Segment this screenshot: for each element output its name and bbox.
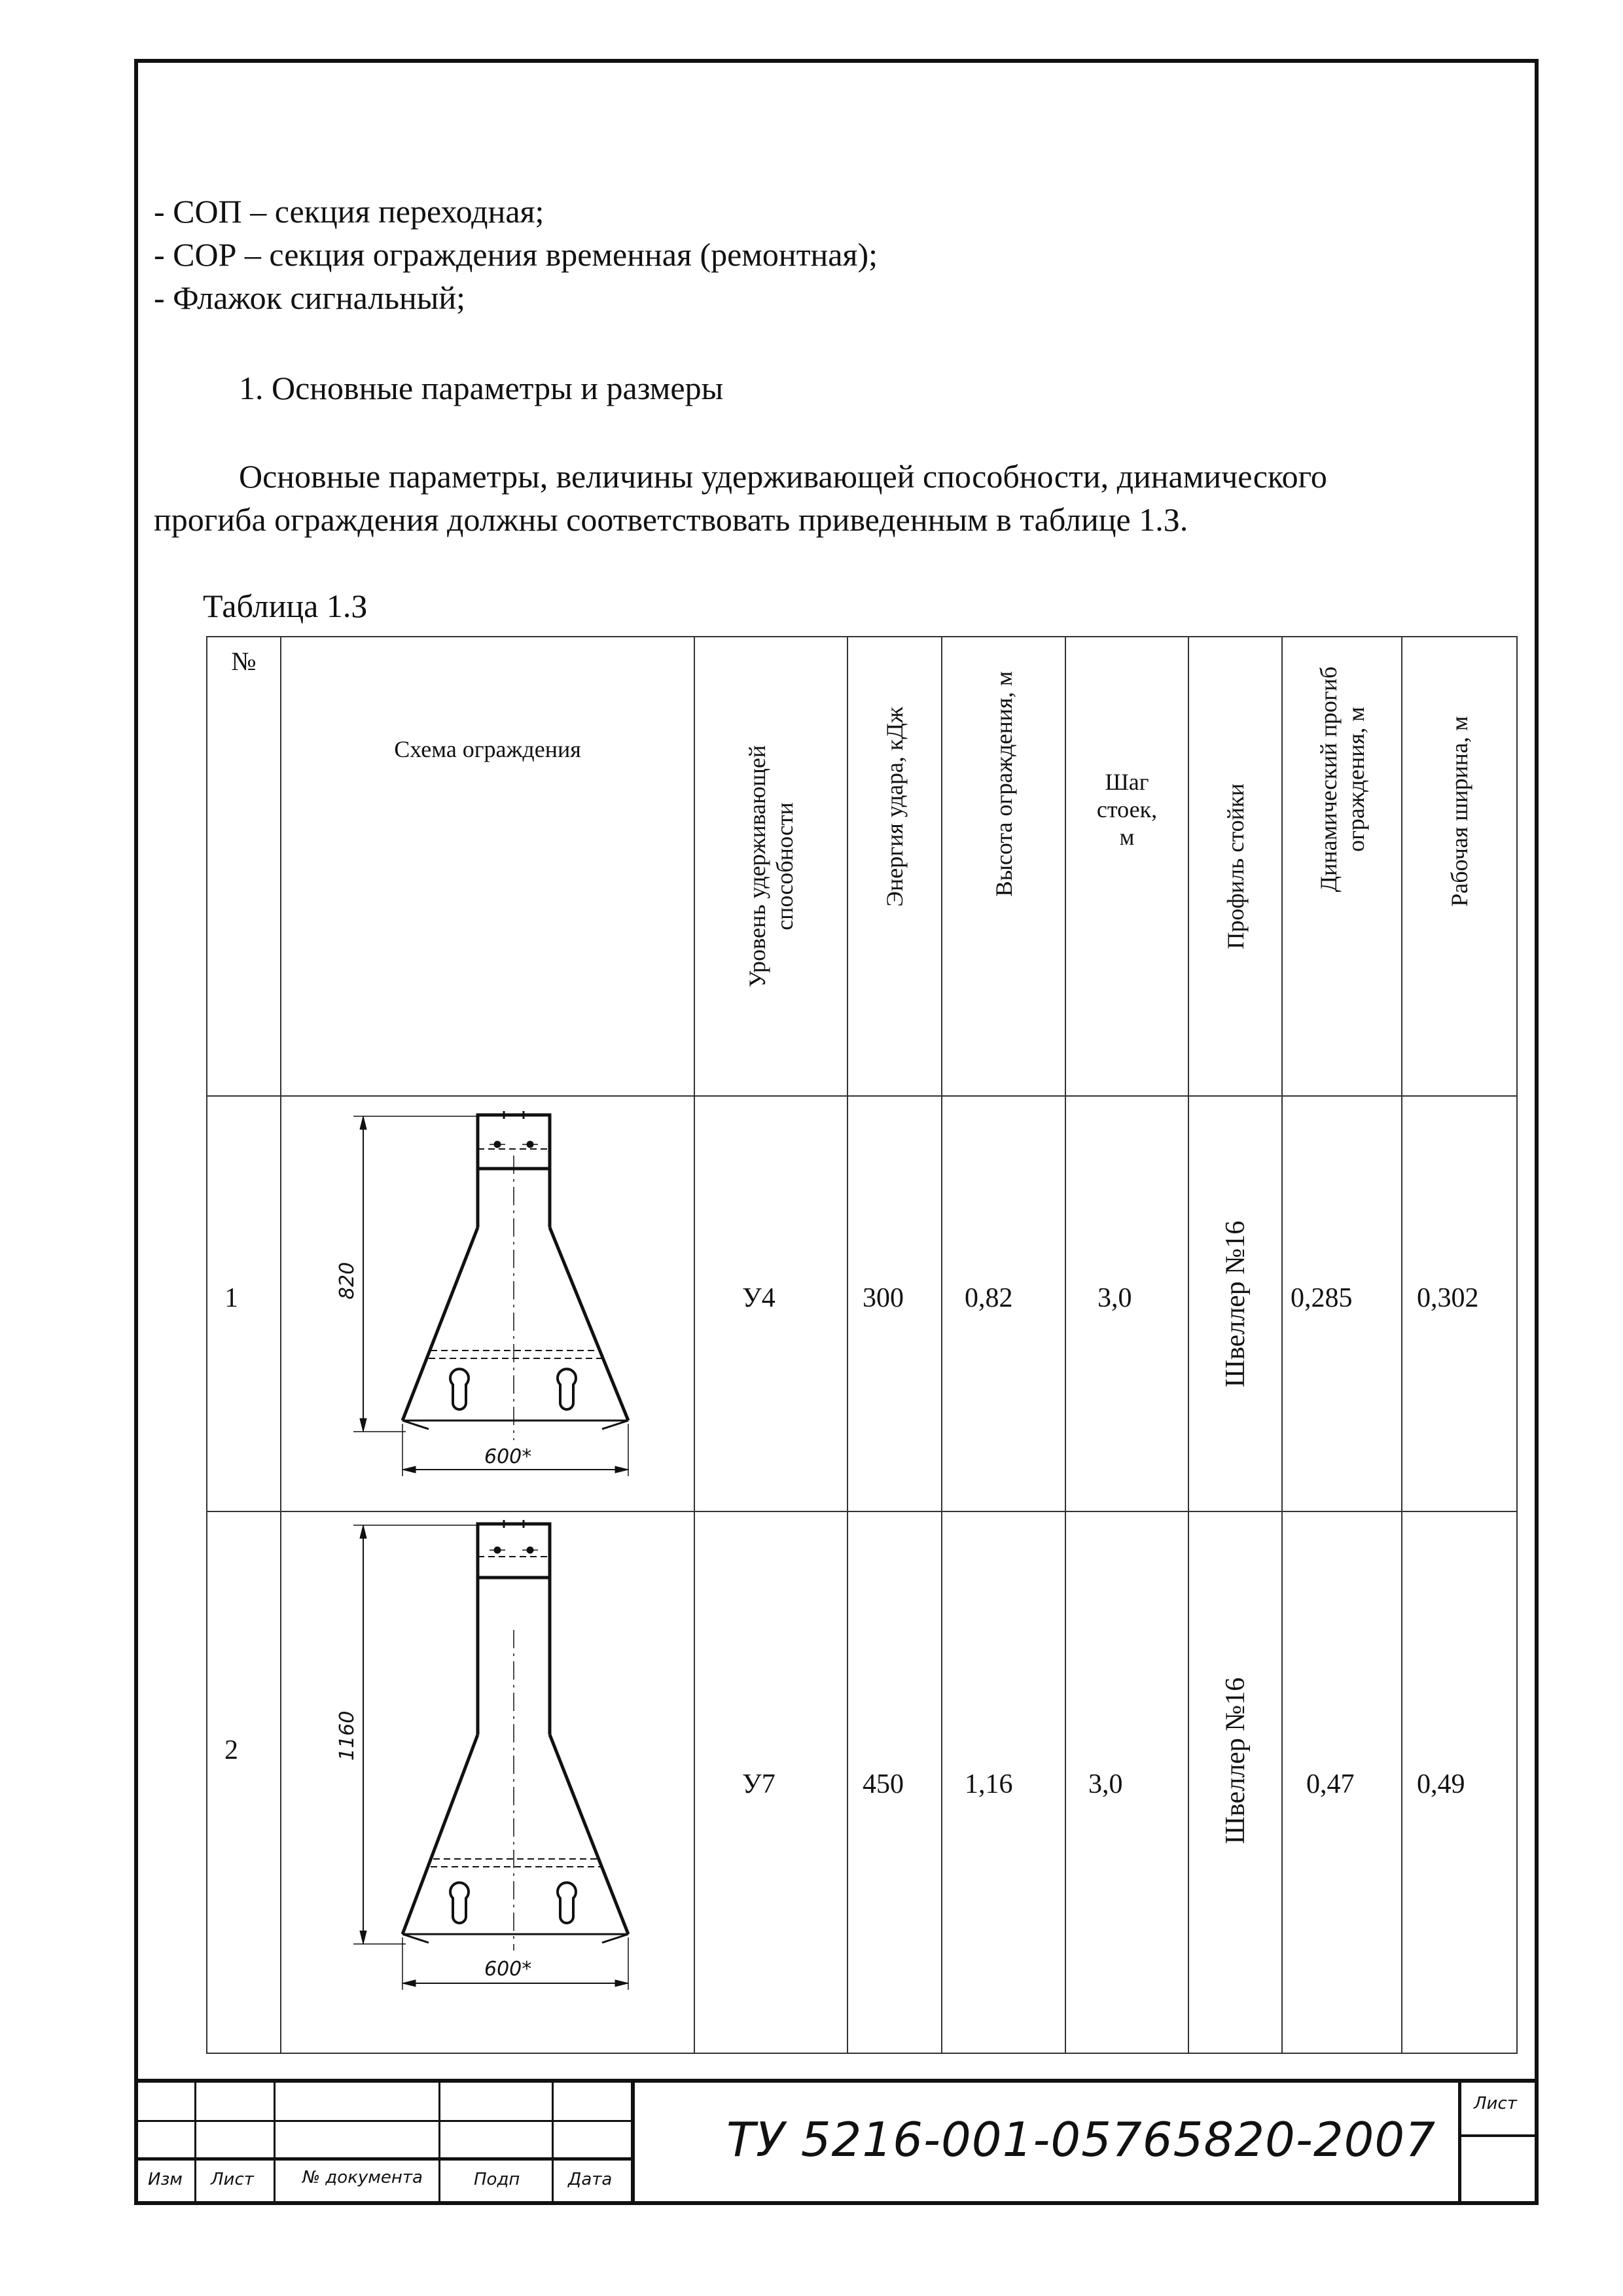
height-dimension-label: 1160 bbox=[336, 1710, 359, 1761]
table-caption: Таблица 1.З bbox=[203, 588, 368, 624]
header-width: Рабочая ширина, м bbox=[1402, 637, 1517, 1096]
list-item-sop: - СОП – секция переходная; bbox=[154, 193, 544, 230]
header-level: Уровень удерживающей способности bbox=[694, 637, 847, 1096]
row-height: 1,16 bbox=[942, 1511, 1065, 2053]
row-level: У7 bbox=[694, 1511, 847, 2053]
row-step: 3,0 bbox=[1065, 1096, 1188, 1511]
row-num: 2 bbox=[207, 1511, 281, 2053]
row-deflection: 0,285 bbox=[1282, 1096, 1402, 1511]
row-num: 1 bbox=[207, 1096, 281, 1511]
header-step: Шаг стоек, м bbox=[1065, 637, 1188, 1096]
label-signature: Подп bbox=[474, 2170, 520, 2189]
row-deflection: 0,47 bbox=[1282, 1511, 1402, 2053]
header-scheme: Схема ограждения bbox=[281, 637, 694, 1096]
height-dimension-label: 820 bbox=[336, 1262, 359, 1299]
table-row bbox=[207, 1096, 1517, 1511]
row-height: 0,82 bbox=[942, 1096, 1065, 1511]
header-deflection: Динамический прогиб ограждения, м bbox=[1282, 637, 1402, 1096]
barrier-scheme-2 bbox=[281, 1512, 695, 2054]
width-dimension-label: 600* bbox=[484, 1445, 532, 1468]
table-row bbox=[207, 1511, 1517, 2053]
list-item-sor: - СОР – секция ограждения временная (ремонтная); bbox=[154, 236, 878, 273]
width-dimension-label: 600* bbox=[484, 1958, 532, 1981]
label-doc-number: № документа bbox=[302, 2168, 423, 2187]
label-sheet: Лист bbox=[1474, 2094, 1517, 2113]
section-heading: 1. Основные параметры и размеры bbox=[239, 370, 724, 406]
row-width: 0,302 bbox=[1402, 1096, 1517, 1511]
list-item-flag: - Флажок сигнальный; bbox=[154, 279, 466, 316]
row-step: 3,0 bbox=[1065, 1511, 1188, 2053]
label-list: Лист bbox=[211, 2170, 254, 2189]
document-code: ТУ 5216-001-05765820-2007 bbox=[726, 2112, 1436, 2167]
row-width: 0,49 bbox=[1402, 1511, 1517, 2053]
row-level: У4 bbox=[694, 1096, 847, 1511]
table-header-row bbox=[207, 637, 1517, 1096]
paragraph-line-1: Основные параметры, величины удерживающей способности, динамического bbox=[239, 458, 1327, 495]
scheme-drawing bbox=[281, 1096, 694, 1511]
label-date: Дата bbox=[568, 2170, 613, 2189]
parameters-table bbox=[206, 636, 1518, 2054]
paragraph-line-2: прогиба ограждения должны соответствовать приведенным в таблице 1.З. bbox=[154, 501, 1188, 538]
row-energy: 450 bbox=[847, 1511, 942, 2053]
header-profile: Профиль стойки bbox=[1188, 637, 1282, 1096]
row-profile: Швеллер №16 bbox=[1188, 1511, 1282, 2053]
barrier-scheme-1 bbox=[281, 1097, 695, 1512]
row-profile: Швеллер №16 bbox=[1188, 1096, 1282, 1511]
header-num: № bbox=[207, 637, 281, 1096]
scheme-drawing bbox=[281, 1511, 694, 2053]
label-izm: Изм bbox=[148, 2170, 183, 2189]
header-height: Высота ограждения, м bbox=[942, 637, 1065, 1096]
header-energy: Энергия удара, кДж bbox=[847, 637, 942, 1096]
row-energy: 300 bbox=[847, 1096, 942, 1511]
